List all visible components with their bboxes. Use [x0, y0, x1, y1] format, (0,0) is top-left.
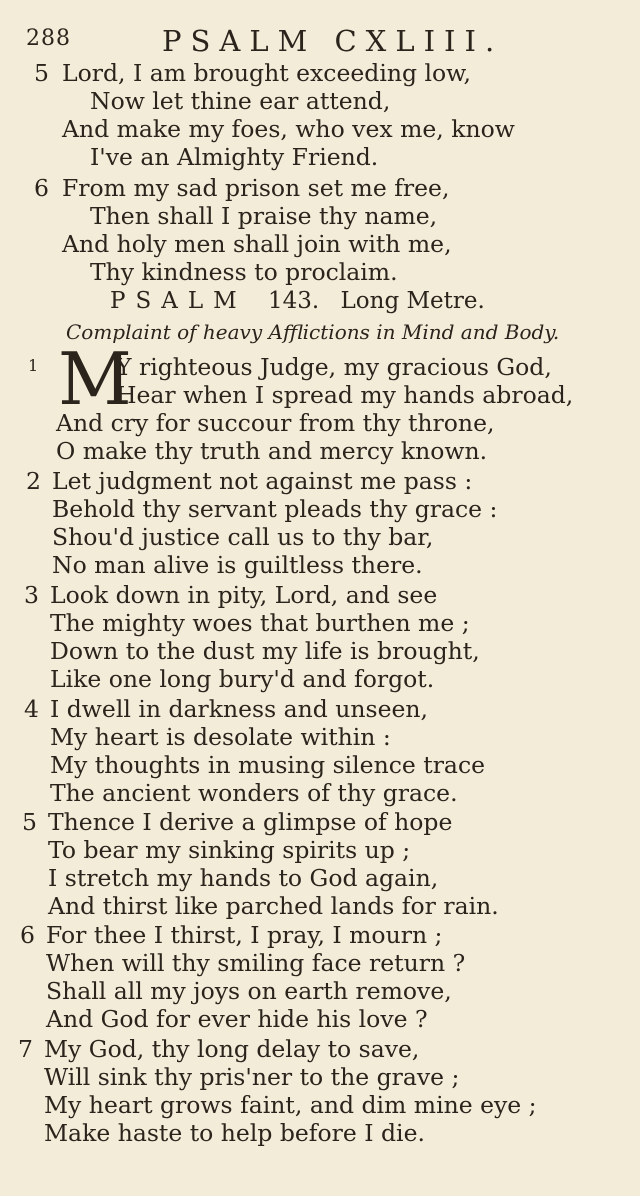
- verse-line: Shou'd justice call us to thy bar,: [52, 523, 434, 551]
- psalm-number: 143.: [267, 288, 320, 314]
- verse-line: Thy kindness to proclaim.: [90, 258, 398, 286]
- running-title: PSALM CXLIII.: [162, 24, 504, 58]
- verse-number: 2: [26, 467, 41, 495]
- verse-number: 6: [34, 174, 49, 202]
- verse-line: O make thy truth and mercy known.: [56, 437, 488, 465]
- verse-line: And holy men shall join with me,: [62, 230, 452, 258]
- verse-line: I stretch my hands to God again,: [48, 864, 439, 892]
- verse-line: The ancient wonders of thy grace.: [50, 779, 458, 807]
- verse-line: And thirst like parched lands for rain.: [48, 892, 499, 920]
- verse-line: My God, thy long delay to save,: [44, 1035, 420, 1063]
- page-header: [0, 24, 640, 60]
- verse-number: 5: [34, 59, 49, 87]
- verse-line: Now let thine ear attend,: [90, 87, 391, 115]
- verse-line: Like one long bury'd and forgot.: [50, 665, 435, 693]
- verse-line: Look down in pity, Lord, and see: [50, 581, 438, 609]
- verse-line: No man alive is guiltless there.: [52, 551, 423, 579]
- verse-line: I've an Almighty Friend.: [90, 143, 379, 171]
- verse-line: For thee I thirst, I pray, I mourn ;: [46, 921, 443, 949]
- drop-cap: M: [58, 337, 132, 421]
- verse-line: To bear my sinking spirits up ;: [48, 836, 411, 864]
- verse-line: From my sad prison set me free,: [62, 174, 450, 202]
- verse-number: 3: [24, 581, 39, 609]
- psalm-metre: Long Metre.: [340, 288, 485, 314]
- verse-line: Lord, I am brought exceeding low,: [62, 59, 471, 87]
- verse-line: When will thy smiling face return ?: [46, 949, 466, 977]
- verse-line: Shall all my joys on earth remove,: [46, 977, 452, 1005]
- verse-line: My heart is desolate within :: [50, 723, 391, 751]
- verse-line: The mighty woes that burthen me ;: [50, 609, 470, 637]
- verse-line: And God for ever hide his love ?: [46, 1005, 428, 1033]
- verse-line: Behold thy servant pleads thy grace :: [52, 495, 498, 523]
- verse-line: Hear when I spread my hands abroad,: [116, 381, 574, 409]
- psalm-subtitle: Complaint of heavy Afflictions in Mind and Body.: [66, 320, 560, 344]
- page-number: 288: [26, 26, 71, 51]
- verse-line: Let judgment not against me pass :: [52, 467, 473, 495]
- verse-line: Thence I derive a glimpse of hope: [48, 808, 453, 836]
- verse-line: Y righteous Judge, my gracious God,: [116, 353, 552, 381]
- verse-line: And make my foes, who vex me, know: [62, 115, 515, 143]
- verse-line: My heart grows faint, and dim mine eye ;: [44, 1091, 537, 1119]
- verse-line: Make haste to help before I die.: [44, 1119, 425, 1147]
- psalm-heading: [110, 288, 485, 314]
- verse-line: Down to the dust my life is brought,: [50, 637, 480, 665]
- verse-line: I dwell in darkness and unseen,: [50, 695, 429, 723]
- verse-number: 4: [24, 695, 39, 723]
- verse-line: My thoughts in musing silence trace: [50, 751, 486, 779]
- verse-line: Will sink thy pris'ner to the grave ;: [44, 1063, 460, 1091]
- verse-line: And cry for succour from thy throne,: [56, 409, 495, 437]
- verse-number: 1: [28, 356, 39, 375]
- verse-number: 5: [22, 808, 37, 836]
- verse-number: 7: [18, 1035, 33, 1063]
- psalm-label: PSALM: [110, 288, 247, 314]
- verse-number: 6: [20, 921, 35, 949]
- verse-line: Then shall I praise thy name,: [90, 202, 438, 230]
